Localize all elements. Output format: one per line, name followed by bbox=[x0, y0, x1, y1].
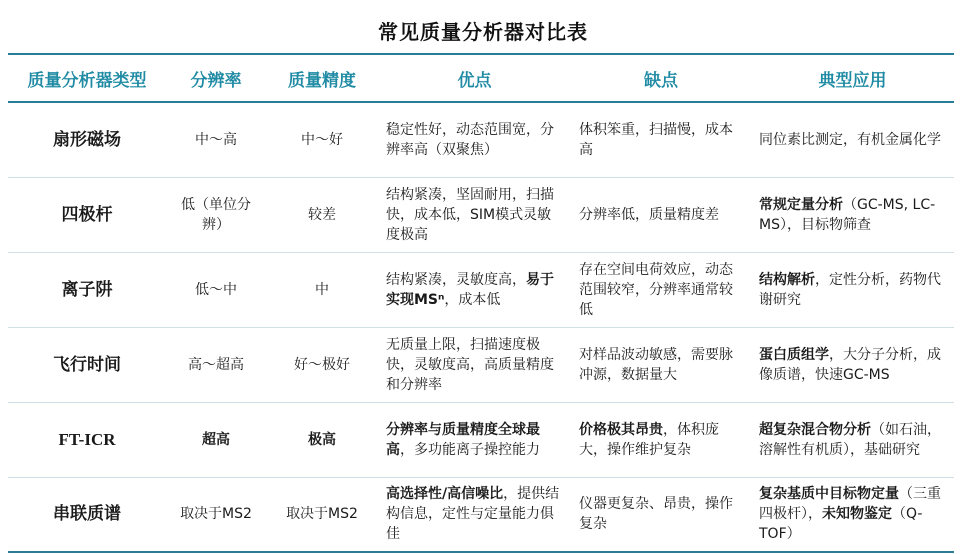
apps-segment: （Q-TOF） bbox=[759, 506, 923, 543]
apps-segment: 未知物鉴定 bbox=[822, 506, 892, 523]
pros-cell bbox=[378, 477, 571, 552]
pros-cell bbox=[378, 252, 571, 327]
cons-cell bbox=[571, 102, 751, 177]
header-row bbox=[8, 54, 954, 102]
cons-cell bbox=[571, 477, 751, 552]
table-row bbox=[8, 402, 954, 477]
precision-cell: 好～极好 bbox=[266, 327, 378, 402]
pros-segment: 分辨率与质量精度全球最高 bbox=[386, 421, 540, 458]
apps-segment: ，定性分析，药物代谢研究 bbox=[759, 271, 941, 308]
pros-segment: 无质量上限，扫描速度极快，灵敏度高，高质量精度和分辨率 bbox=[386, 336, 554, 393]
page-title: 常见质量分析器对比表 bbox=[378, 20, 588, 44]
col-header-resolution: 分辨率 bbox=[166, 54, 266, 102]
resolution-cell: 中～高 bbox=[166, 102, 266, 177]
cons-segment: 分辨率低，质量精度差 bbox=[579, 206, 719, 223]
pros-cell bbox=[378, 402, 571, 477]
apps-segment: 蛋白质组学 bbox=[759, 346, 829, 363]
cons-segment: ，体积庞大，操作维护复杂 bbox=[579, 421, 719, 458]
precision-cell: 极高 bbox=[266, 402, 378, 477]
table-row bbox=[8, 102, 954, 177]
table-row bbox=[8, 327, 954, 402]
resolution-cell: 低（单位分辨） bbox=[166, 177, 266, 252]
precision-cell: 中～好 bbox=[266, 102, 378, 177]
table-row bbox=[8, 252, 954, 327]
pros-segment: 结构紧凑，灵敏度高， bbox=[386, 271, 526, 288]
cons-segment: 价格极其昂贵 bbox=[579, 421, 663, 438]
pros-segment: 结构紧凑，坚固耐用，扫描快，成本低，SIM模式灵敏度极高 bbox=[386, 186, 554, 243]
apps-cell bbox=[751, 327, 954, 402]
pros-cell bbox=[378, 102, 571, 177]
pros-cell bbox=[378, 327, 571, 402]
resolution-cell: 低～中 bbox=[166, 252, 266, 327]
col-header-pros: 优点 bbox=[378, 54, 571, 102]
pros-segment: ，提供结构信息，定性与定量能力俱佳 bbox=[386, 486, 560, 543]
apps-segment: （GC-MS, LC-MS），目标物筛查 bbox=[759, 196, 936, 233]
analyzer-type-cell: 串联质谱 bbox=[8, 477, 166, 552]
apps-cell bbox=[751, 477, 954, 552]
resolution-cell: 取决于MS2 bbox=[166, 477, 266, 552]
col-header-precision: 质量精度 bbox=[266, 54, 378, 102]
apps-cell bbox=[751, 102, 954, 177]
cons-segment: 仪器更复杂、昂贵，操作复杂 bbox=[579, 496, 733, 533]
analyzer-type-cell: 离子阱 bbox=[8, 252, 166, 327]
analyzer-type-cell: 扇形磁场 bbox=[8, 102, 166, 177]
precision-cell: 中 bbox=[266, 252, 378, 327]
precision-cell: 取决于MS2 bbox=[266, 477, 378, 552]
apps-cell bbox=[751, 177, 954, 252]
analyzer-type-cell: FT-ICR bbox=[8, 402, 166, 477]
apps-cell bbox=[751, 252, 954, 327]
apps-segment: （三重四极杆）， bbox=[759, 486, 941, 523]
cons-segment: 对样品波动敏感，需要脉冲源，数据量大 bbox=[579, 346, 733, 383]
col-header-apps: 典型应用 bbox=[751, 54, 954, 102]
pros-segment: ，多功能离子操控能力 bbox=[400, 441, 540, 458]
cons-cell bbox=[571, 402, 751, 477]
cons-segment: 体积笨重，扫描慢，成本高 bbox=[579, 121, 733, 158]
comparison-table bbox=[8, 53, 954, 553]
pros-segment: ，成本低 bbox=[444, 291, 501, 308]
apps-segment: 结构解析 bbox=[759, 271, 815, 288]
table-row bbox=[8, 177, 954, 252]
pros-cell bbox=[378, 177, 571, 252]
resolution-cell: 高～超高 bbox=[166, 327, 266, 402]
table-row bbox=[8, 477, 954, 552]
cons-cell bbox=[571, 177, 751, 252]
pros-segment: 易于实现MSⁿ bbox=[386, 271, 554, 308]
apps-segment: （如石油，溶解性有机质），基础研究 bbox=[759, 421, 941, 458]
cons-cell bbox=[571, 327, 751, 402]
analyzer-type-cell: 四极杆 bbox=[8, 177, 166, 252]
analyzer-type-cell: 飞行时间 bbox=[8, 327, 166, 402]
table-body bbox=[8, 102, 954, 552]
apps-segment: 同位素比测定，有机金属化学 bbox=[759, 131, 941, 148]
pros-segment: 高选择性/高信噪比 bbox=[386, 486, 504, 503]
col-header-cons: 缺点 bbox=[571, 54, 751, 102]
apps-segment: 常规定量分析 bbox=[759, 196, 843, 213]
cons-cell bbox=[571, 252, 751, 327]
pros-segment: 稳定性好，动态范围宽，分辨率高（双聚焦） bbox=[386, 121, 554, 158]
apps-segment: ，大分子分析，成像质谱，快速GC-MS bbox=[759, 346, 941, 383]
apps-segment: 复杂基质中目标物定量 bbox=[759, 486, 899, 503]
cons-segment: 存在空间电荷效应，动态范围较窄，分辨率通常较低 bbox=[579, 261, 733, 318]
apps-cell bbox=[751, 402, 954, 477]
apps-segment: 超复杂混合物分析 bbox=[759, 421, 871, 438]
col-header-type: 质量分析器类型 bbox=[8, 54, 166, 102]
resolution-cell: 超高 bbox=[166, 402, 266, 477]
precision-cell: 较差 bbox=[266, 177, 378, 252]
